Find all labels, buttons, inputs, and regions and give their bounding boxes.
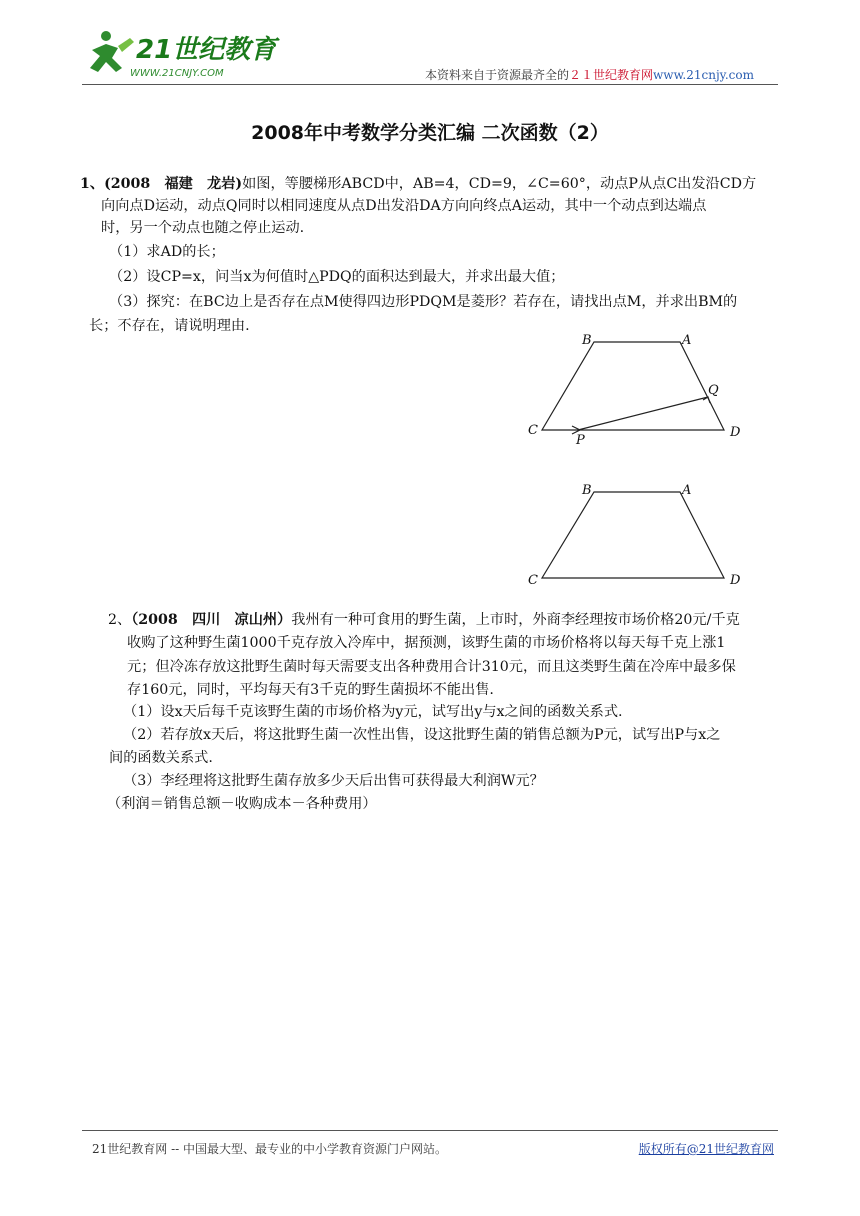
label-d: D <box>730 573 741 588</box>
label-a: A <box>682 483 692 498</box>
problem2-question2-line2: 间的函数关系式. <box>109 750 213 766</box>
source-site: ２１世纪教育网 <box>569 68 654 82</box>
label-b: B <box>582 483 592 498</box>
problem1-line3: 时，另一个动点也随之停止运动. <box>101 220 305 236</box>
problem2-question1: （1）设x天后每千克该野生菌的市场价格为y元，试写出y与x之间的函数关系式. <box>123 704 623 720</box>
label-q: Q <box>708 383 719 398</box>
problem1-question2: （2）设CP=x，问当x为何值时△PDQ的面积达到最大，并求出最大值； <box>109 269 565 285</box>
problem2-line4: 存160元，同时，平均每天有3千克的野生菌损坏不能出售. <box>127 682 494 698</box>
source-url-link[interactable]: www.21cnjy.com <box>653 68 754 82</box>
header-divider <box>82 84 778 85</box>
problem2-question3: （3）李经理将这批野生菌存放多少天后出售可获得最大利润W元？ <box>123 773 544 789</box>
trapezoid-abcd-copy <box>542 492 724 578</box>
label-a: A <box>682 333 692 348</box>
problem1-source: (2008 福建 龙岩) <box>104 176 243 192</box>
problem2-line2: 收购了这种野生菌1000千克存放入冷库中，据预测，该野生菌的市场价格将以每天每千克上涨1 <box>127 635 726 651</box>
label-d: D <box>730 425 741 440</box>
footer-description: 21世纪教育网 -- 中国最大型、最专业的中小学教育资源门户网站。 <box>92 1142 448 1156</box>
label-p: P <box>576 433 585 448</box>
runner-icon <box>90 31 134 72</box>
problem2-question2-line1: （2）若存放x天后，将这批野生菌一次性出售，设这批野生菌的销售总额为P元，试写出P与x之 <box>123 727 721 743</box>
page-title: 2008年中考数学分类汇编 二次函数（2） <box>251 122 609 144</box>
problem1-question3-line2: 长；不存在，请说明理由. <box>89 318 250 334</box>
trapezoid-figure-blank <box>520 476 750 592</box>
problem1-line2: 向向点D运动，动点Q同时以相同速度从点D出发沿DA方向向终点A运动，其中一个动点到达端点 <box>101 198 707 214</box>
footer-divider <box>82 1130 778 1131</box>
problem2-line1: 2、（2008 四川 凉山州）我州有一种可食用的野生菌，上市时，外商李经理按市场价格20元/千克 <box>108 612 740 628</box>
label-c: C <box>528 573 538 588</box>
problem2-source: （2008 四川 凉山州） <box>131 612 292 628</box>
label-c: C <box>528 423 538 438</box>
problem1-line1: 1、(2008 福建 龙岩)如图，等腰梯形ABCD中，AB=4，CD=9，∠C=60°，动点P从点C出发沿CD方 <box>80 176 757 192</box>
logo-text: 21世纪教育 <box>136 35 277 65</box>
trapezoid-abcd <box>542 342 724 430</box>
problem1-question3-line1: （3）探究：在BC边上是否存在点M使得四边形PDQM是菱形？若存在，请找出点M，并求出BM的 <box>109 294 738 310</box>
site-logo <box>84 28 284 82</box>
header-source: 本资料来自于资源最齐全的２１世纪教育网www.21cnjy.com <box>425 68 754 82</box>
problem2-note: （利润＝销售总额－收购成本－各种费用） <box>107 796 377 812</box>
footer-copyright-link[interactable]: 版权所有@21世纪教育网 <box>638 1142 774 1156</box>
problem2-line3: 元；但冷冻存放这批野生菌时每天需要支出各种费用合计310元，而且这类野生菌在冷库中最多保 <box>127 659 736 675</box>
label-b: B <box>582 333 592 348</box>
problem1-question1: （1）求AD的长； <box>109 244 225 260</box>
logo-url: WWW.21CNJY.COM <box>130 68 224 79</box>
segment-pq <box>578 397 708 430</box>
trapezoid-figure-moving-points <box>520 326 750 450</box>
